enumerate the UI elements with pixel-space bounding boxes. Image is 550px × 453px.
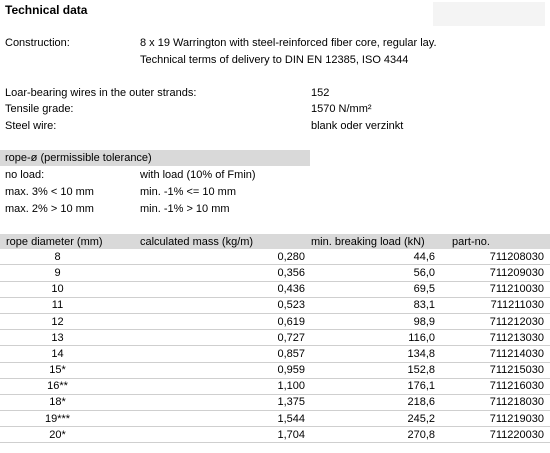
cell-breaking-load: 152,8 xyxy=(305,362,435,378)
cell-mass: 0,436 xyxy=(135,281,305,297)
watermark xyxy=(433,2,545,26)
spec-label-wires: Loar-bearing wires in the outer strands: xyxy=(5,87,197,99)
cell-diameter: 19*** xyxy=(0,411,135,427)
tolerance-left-1: no load: xyxy=(5,169,45,181)
rope-data-table xyxy=(0,234,550,443)
cell-part-no: 711215030 xyxy=(435,362,550,378)
construction-line-2: Technical terms of delivery to DIN EN 12385, ISO 4344 xyxy=(140,54,409,66)
header-breaking-load: min. breaking load (kN) xyxy=(305,234,435,249)
cell-breaking-load: 56,0 xyxy=(305,265,435,281)
tolerance-left-3: max. 2% > 10 mm xyxy=(5,203,94,215)
cell-breaking-load: 98,9 xyxy=(305,313,435,329)
spec-label-steel: Steel wire: xyxy=(5,120,57,132)
table-row xyxy=(0,411,550,427)
spec-label-tensile: Tensile grade: xyxy=(5,103,74,115)
cell-diameter: 10 xyxy=(0,281,135,297)
table-row xyxy=(0,313,550,329)
cell-diameter: 16** xyxy=(0,378,135,394)
cell-breaking-load: 176,1 xyxy=(305,378,435,394)
cell-part-no: 711218030 xyxy=(435,394,550,410)
table-row xyxy=(0,394,550,410)
cell-breaking-load: 116,0 xyxy=(305,330,435,346)
cell-diameter: 15* xyxy=(0,362,135,378)
table-header-row xyxy=(0,234,550,249)
cell-part-no: 711220030 xyxy=(435,427,550,443)
cell-mass: 0,523 xyxy=(135,297,305,313)
cell-mass: 1,375 xyxy=(135,394,305,410)
cell-part-no: 711219030 xyxy=(435,411,550,427)
cell-breaking-load: 134,8 xyxy=(305,346,435,362)
header-part-no: part-no. xyxy=(435,234,550,249)
tolerance-right-3: min. -1% > 10 mm xyxy=(140,203,230,215)
cell-diameter: 8 xyxy=(0,249,135,265)
table-row xyxy=(0,346,550,362)
tolerance-right-1: with load (10% of Fmin) xyxy=(140,169,256,181)
cell-mass: 1,704 xyxy=(135,427,305,443)
spec-value-tensile: 1570 N/mm² xyxy=(311,103,372,115)
spec-value-steel: blank oder verzinkt xyxy=(311,120,404,132)
table-row xyxy=(0,265,550,281)
cell-diameter: 9 xyxy=(0,265,135,281)
cell-breaking-load: 270,8 xyxy=(305,427,435,443)
cell-mass: 0,356 xyxy=(135,265,305,281)
table-row xyxy=(0,330,550,346)
cell-mass: 0,959 xyxy=(135,362,305,378)
cell-breaking-load: 218,6 xyxy=(305,394,435,410)
cell-breaking-load: 69,5 xyxy=(305,281,435,297)
cell-part-no: 711208030 xyxy=(435,249,550,265)
header-mass: calculated mass (kg/m) xyxy=(135,234,305,249)
cell-mass: 0,619 xyxy=(135,313,305,329)
cell-breaking-load: 44,6 xyxy=(305,249,435,265)
table-row xyxy=(0,362,550,378)
cell-part-no: 711212030 xyxy=(435,313,550,329)
header-diameter: rope diameter (mm) xyxy=(0,234,135,249)
cell-breaking-load: 83,1 xyxy=(305,297,435,313)
cell-diameter: 13 xyxy=(0,330,135,346)
cell-diameter: 14 xyxy=(0,346,135,362)
cell-mass: 0,727 xyxy=(135,330,305,346)
construction-label: Construction: xyxy=(5,37,70,49)
table-row xyxy=(0,281,550,297)
tolerance-left-2: max. 3% < 10 mm xyxy=(5,186,94,198)
cell-diameter: 11 xyxy=(0,297,135,313)
cell-part-no: 711209030 xyxy=(435,265,550,281)
cell-diameter: 12 xyxy=(0,313,135,329)
cell-part-no: 711210030 xyxy=(435,281,550,297)
table-row xyxy=(0,378,550,394)
table-row xyxy=(0,297,550,313)
cell-mass: 0,280 xyxy=(135,249,305,265)
cell-mass: 1,100 xyxy=(135,378,305,394)
cell-part-no: 711213030 xyxy=(435,330,550,346)
cell-diameter: 20* xyxy=(0,427,135,443)
cell-part-no: 711214030 xyxy=(435,346,550,362)
cell-mass: 1,544 xyxy=(135,411,305,427)
cell-part-no: 711216030 xyxy=(435,378,550,394)
tolerance-heading: rope-ø (permissible tolerance) xyxy=(5,152,152,164)
spec-value-wires: 152 xyxy=(311,87,330,99)
page-title: Technical data xyxy=(5,3,88,17)
cell-mass: 0,857 xyxy=(135,346,305,362)
construction-line-1: 8 x 19 Warrington with steel-reinforced fiber core, regular lay. xyxy=(140,37,437,49)
tolerance-right-2: min. -1% <= 10 mm xyxy=(140,186,236,198)
cell-part-no: 711211030 xyxy=(435,297,550,313)
table-row xyxy=(0,427,550,443)
cell-diameter: 18* xyxy=(0,394,135,410)
table-row xyxy=(0,249,550,265)
cell-breaking-load: 245,2 xyxy=(305,411,435,427)
